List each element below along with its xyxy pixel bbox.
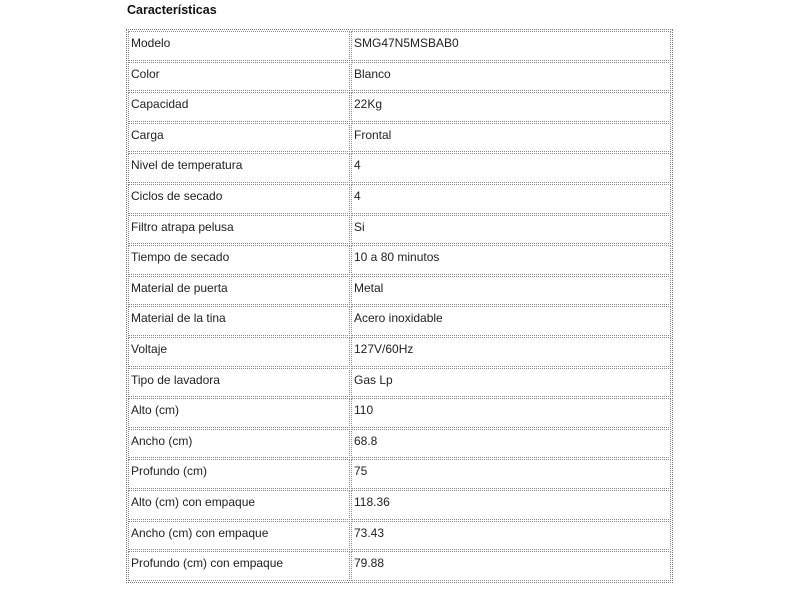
spec-value-cell	[351, 398, 671, 428]
spec-value: 118.36	[354, 494, 390, 509]
table-row	[128, 429, 671, 459]
spec-label-cell	[128, 153, 350, 183]
spec-label-cell	[128, 245, 350, 275]
spec-label-cell	[128, 123, 350, 153]
spec-label: Alto (cm) con empaque	[131, 494, 256, 509]
spec-value-cell	[351, 153, 671, 183]
spec-label: Nivel de temperatura	[131, 158, 243, 173]
spec-label: Ciclos de secado	[131, 188, 223, 203]
spec-label-cell	[128, 215, 350, 245]
spec-value-cell	[351, 276, 671, 306]
spec-label: Modelo	[131, 36, 171, 50]
spec-label: Ancho (cm) con empaque	[131, 525, 269, 540]
spec-value-cell	[351, 92, 671, 122]
spec-label-cell	[128, 429, 350, 459]
spec-value: 10 a 80 minutos	[354, 250, 440, 265]
spec-value-cell	[351, 245, 671, 275]
spec-label: Tipo de lavadora	[131, 372, 220, 387]
table-row	[128, 459, 671, 489]
spec-label-cell	[128, 490, 350, 520]
spec-value-cell	[351, 459, 671, 489]
spec-value: 127V/60Hz	[354, 341, 414, 356]
spec-value: Frontal	[354, 127, 392, 142]
spec-value-cell	[351, 215, 671, 245]
spec-value-cell	[351, 368, 671, 398]
spec-value-cell	[351, 429, 671, 459]
spec-label-cell	[128, 521, 350, 551]
table-row	[128, 306, 671, 336]
spec-value-cell	[351, 521, 671, 551]
spec-label-cell	[128, 184, 350, 214]
spec-label: Color	[131, 66, 160, 81]
spec-label-cell	[128, 306, 350, 336]
spec-value-cell	[351, 551, 671, 581]
table-row	[128, 62, 671, 92]
spec-value: Metal	[354, 280, 384, 295]
table-row	[128, 184, 671, 214]
table-row	[128, 245, 671, 275]
spec-value-cell	[351, 62, 671, 92]
table-row	[128, 215, 671, 245]
spec-label: Alto (cm)	[131, 403, 179, 418]
spec-value: 4	[354, 158, 361, 173]
spec-label: Material de puerta	[131, 280, 228, 295]
spec-label-cell	[128, 551, 350, 581]
table-row	[128, 276, 671, 306]
spec-value: 4	[354, 188, 361, 203]
spec-label: Tiempo de secado	[131, 250, 230, 265]
spec-value-cell	[351, 490, 671, 520]
spec-value: 68.8	[354, 433, 378, 448]
spec-value-cell	[351, 123, 671, 153]
spec-value-cell	[351, 306, 671, 336]
spec-label: Profundo (cm)	[131, 464, 208, 479]
spec-value: 75	[354, 464, 368, 479]
spec-label: Material de la tina	[131, 311, 226, 326]
spec-value: Si	[354, 219, 365, 234]
spec-value: 79.88	[354, 556, 385, 571]
spec-label: Voltaje	[131, 341, 168, 356]
table-row	[128, 153, 671, 183]
table-row	[128, 123, 671, 153]
spec-label: Carga	[131, 127, 164, 142]
spec-label: Capacidad	[131, 97, 189, 112]
spec-value: 22Kg	[354, 97, 383, 112]
spec-value: 73.43	[354, 525, 385, 540]
spec-label-cell	[128, 31, 350, 61]
spec-label-cell	[128, 459, 350, 489]
spec-value-cell	[351, 184, 671, 214]
spec-value: SMG47N5MSBAB0	[354, 36, 459, 50]
table-row	[128, 551, 671, 581]
section-title: Características	[127, 3, 217, 17]
spec-value: Blanco	[354, 66, 391, 81]
table-row	[128, 490, 671, 520]
spec-value-cell	[351, 31, 671, 61]
spec-value: Gas Lp	[354, 372, 393, 387]
table-row	[128, 31, 671, 61]
spec-label-cell	[128, 62, 350, 92]
spec-label: Profundo (cm) con empaque	[131, 556, 284, 571]
spec-label: Filtro atrapa pelusa	[131, 219, 234, 234]
table-row	[128, 368, 671, 398]
spec-value: 110	[354, 403, 374, 418]
spec-value-cell	[351, 337, 671, 367]
spec-label-cell	[128, 398, 350, 428]
table-row	[128, 521, 671, 551]
specifications-table	[126, 29, 673, 583]
spec-label-cell	[128, 92, 350, 122]
spec-value: Acero inoxidable	[354, 311, 443, 326]
table-row	[128, 337, 671, 367]
spec-label-cell	[128, 276, 350, 306]
table-row	[128, 398, 671, 428]
spec-label: Ancho (cm)	[131, 433, 193, 448]
table-row	[128, 92, 671, 122]
spec-label-cell	[128, 368, 350, 398]
spec-label-cell	[128, 337, 350, 367]
